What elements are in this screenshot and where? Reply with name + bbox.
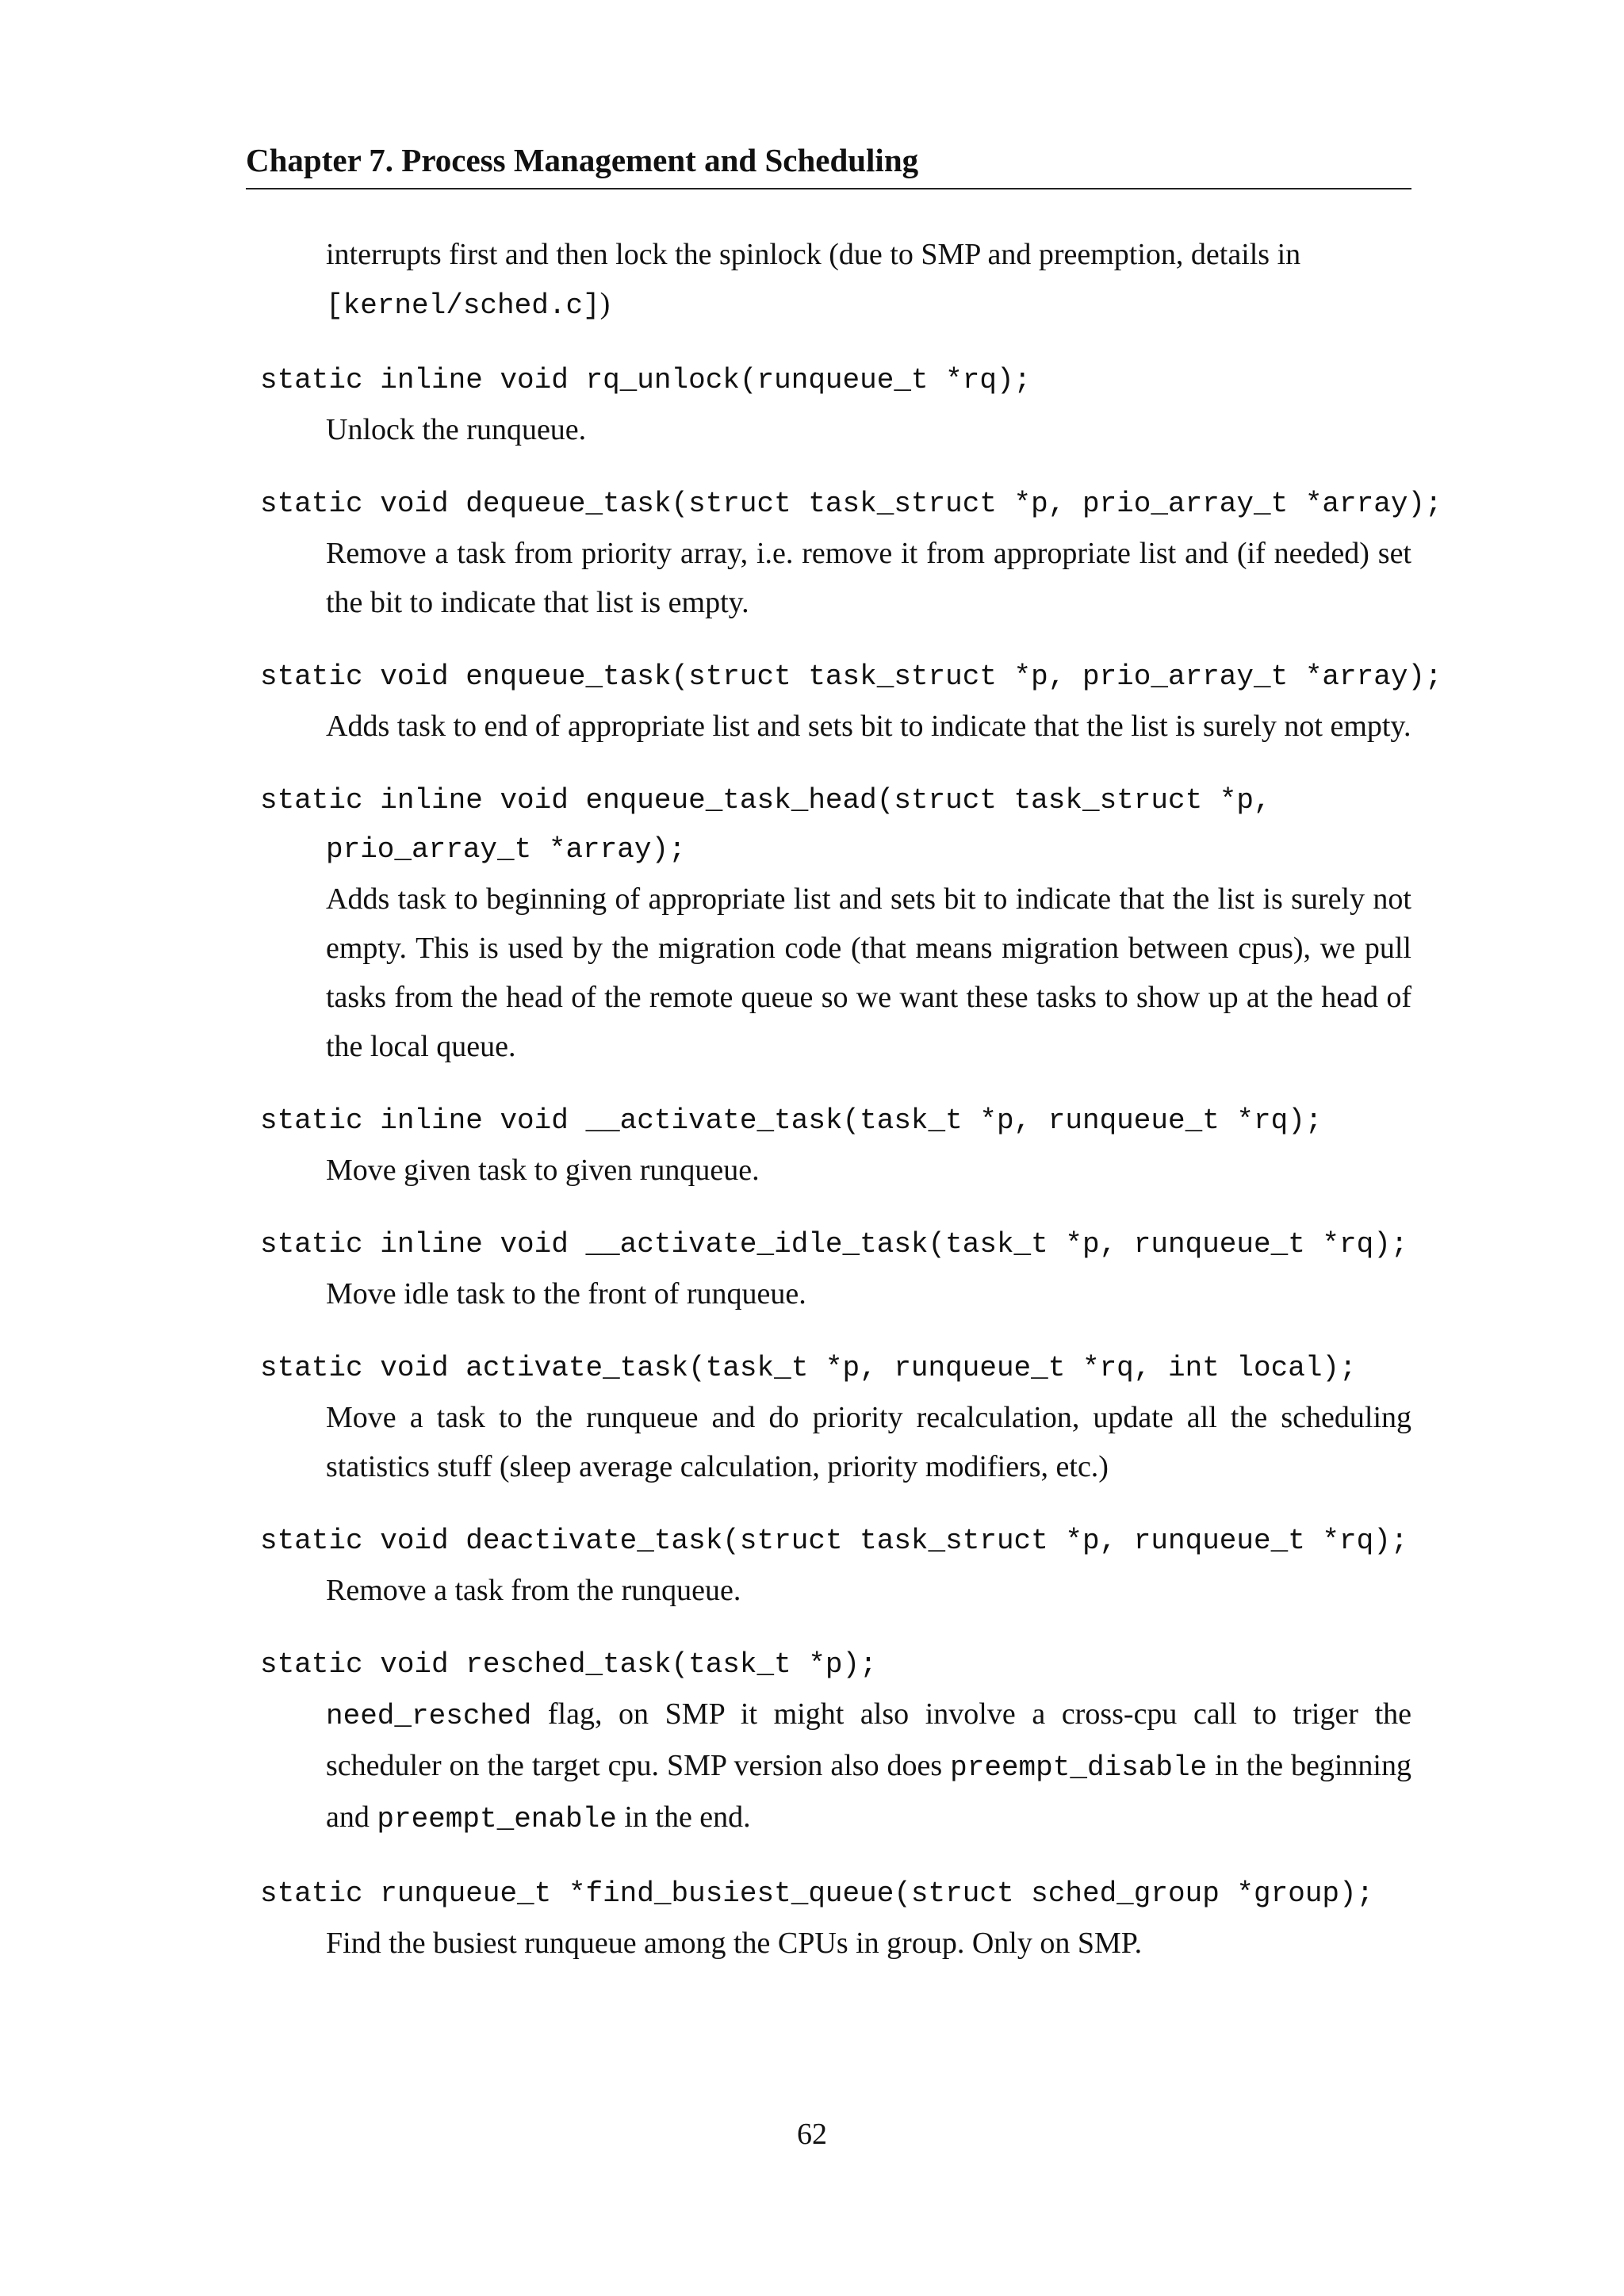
function-signature: static inline void enqueue_task_head(struct task_struct *p,	[260, 784, 1271, 817]
function-entry	[246, 356, 1411, 454]
code-preempt-enable: preempt_enable	[377, 1803, 617, 1835]
function-entry	[246, 1096, 1411, 1195]
function-signature: static runqueue_t *find_busiest_queue(struct sched_group *group);	[260, 1877, 1374, 1910]
continuation-paragraph: interrupts first and then lock the spinlock (due to SMP and preemption, details in [kernel/sched.c])	[326, 238, 1301, 322]
function-description: Unlock the runqueue.	[326, 413, 587, 446]
function-description: Move idle task to the front of runqueue.	[326, 1277, 806, 1311]
function-description: Adds task to beginning of appropriate list and sets bit to indicate that the list is surely not empty. This is used by the migration code (that means migration between cpus), we pull tasks from the head of the remote queue so we want these tasks to show up at the head of the local queue.	[326, 882, 1411, 1063]
function-signature: static void activate_task(task_t *p, runqueue_t *rq, int local);	[260, 1352, 1357, 1384]
function-entry	[246, 1344, 1411, 1491]
function-signature: static void resched_task(task_t *p);	[260, 1648, 877, 1681]
function-entry	[246, 1869, 1411, 1968]
function-description: Find the busiest runqueue among the CPUs in group. Only on SMP.	[326, 1927, 1143, 1960]
function-entry	[246, 776, 1411, 1071]
function-description: Remove a task from the runqueue.	[326, 1574, 741, 1607]
function-signature: static void enqueue_task(struct task_struct *p, prio_array_t *array);	[260, 660, 1442, 693]
function-signature: static void dequeue_task(struct task_struct *p, prio_array_t *array);	[260, 488, 1442, 520]
function-signature: static inline void __activate_idle_task(task_t *p, runqueue_t *rq);	[260, 1228, 1408, 1261]
function-entry	[246, 1640, 1411, 1844]
file-reference: [kernel/sched.c]	[326, 289, 600, 322]
function-entry	[246, 1220, 1411, 1318]
function-signature: static inline void rq_unlock(runqueue_t *rq);	[260, 364, 1032, 396]
function-signature: static inline void __activate_task(task_t *p, runqueue_t *rq);	[260, 1104, 1323, 1137]
function-entry	[246, 480, 1442, 627]
function-description: Remove a task from priority array, i.e. remove it from appropriate list and (if needed) set the bit to indicate that list is empty.	[326, 537, 1411, 619]
code-need-resched: need_resched	[326, 1700, 532, 1732]
function-description: Adds task to end of appropriate list and sets bit to indicate that the list is surely not empty.	[326, 710, 1411, 743]
code-preempt-disable: preempt_disable	[950, 1751, 1208, 1784]
page-number: 62	[797, 2118, 827, 2151]
function-description: Move given task to given runqueue.	[326, 1154, 760, 1187]
chapter-header: Chapter 7. Process Management and Scheduling	[246, 141, 1411, 189]
function-entry	[246, 1517, 1411, 1615]
function-entry	[246, 652, 1442, 751]
function-signature: static void deactivate_task(struct task_struct *p, runqueue_t *rq);	[260, 1525, 1408, 1557]
function-description: Move a task to the runqueue and do priority recalculation, update all the scheduling statistics stuff (sleep average calculation, priority modifiers, etc.)	[326, 1401, 1411, 1483]
function-signature-continued: prio_array_t *array);	[326, 833, 686, 866]
function-description: need_resched flag, on SMP it might also involve a cross-cpu call to triger the scheduler on the target cpu. SMP version also does preempt_disable in the beginning and preempt_enable in the end.	[326, 1697, 1411, 1835]
page-body	[246, 230, 1442, 1968]
